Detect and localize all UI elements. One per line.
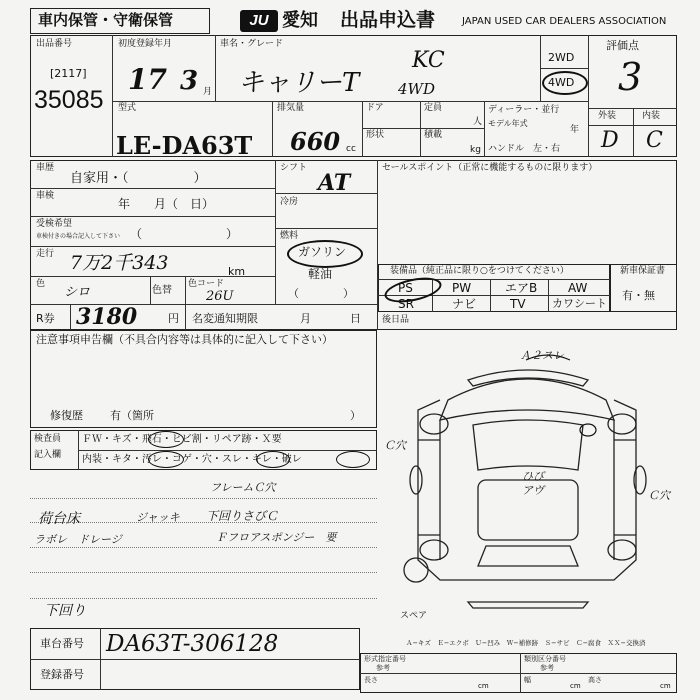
equip-ps: PS — [398, 281, 413, 295]
capacity-unit: 人 — [473, 117, 483, 127]
first-reg-label: 初度登録年月 — [118, 39, 173, 49]
width-unit: cm — [570, 682, 581, 690]
load-label: 積載 — [424, 130, 443, 140]
meigi-label: 名変通知期限 — [192, 312, 258, 325]
displacement-value: 660 — [290, 127, 341, 156]
repair-close: ） — [350, 409, 361, 422]
drive-note: 4WD — [398, 80, 435, 98]
equip-tv: TV — [510, 297, 526, 311]
equip-navi: ナビ — [452, 297, 477, 311]
mileage-unit: km — [228, 265, 246, 278]
year-unit: 年 — [570, 125, 580, 135]
equip-seat: カワシート — [552, 297, 607, 310]
note-frame: フレームＣ穴 — [210, 481, 276, 494]
equipment-label: 装備品（純正品に限り○をつけてください） — [390, 266, 569, 276]
repair-label: 修復歴 — [50, 409, 83, 422]
exterior-label: 外装 — [598, 111, 617, 121]
rating-label: 評価点 — [606, 39, 639, 52]
history-label: 車歴 — [36, 163, 55, 173]
juken-label: 受検希望 — [36, 219, 73, 229]
note-bed: 荷台床 — [38, 511, 80, 527]
mileage-value: 7万2千343 — [70, 252, 169, 274]
history-value: 自家用・（ ） — [70, 171, 207, 186]
model-label: 車名・グレード — [220, 39, 284, 49]
length-unit: cm — [478, 682, 489, 690]
height-label: 高さ — [588, 676, 602, 684]
form-title: 出品申込書 — [340, 9, 436, 31]
lot-number: 35085 — [34, 86, 104, 114]
equip-airbag: エアB — [505, 281, 538, 295]
damage-legend: Ａ−キズ Ｅ−エクボ Ｕ−凹み Ｗ−補修跡 Ｓ−サビ Ｃ−腐食 ＸＸ−交換済 — [406, 639, 646, 647]
logo-org: 愛知 — [282, 10, 318, 31]
yogore-circle — [148, 451, 184, 468]
rating-value: 3 — [618, 55, 643, 99]
shift-value: AT — [318, 170, 351, 196]
warranty-value: 有・無 — [622, 289, 655, 302]
entry-label: 記入欄 — [34, 450, 62, 460]
reg-no-label: 登録番号 — [40, 668, 84, 681]
r-unit: 円 — [168, 312, 179, 325]
displacement-label: 排気量 — [277, 103, 305, 113]
type-label: 型式 — [118, 103, 137, 113]
logo-mark: JU — [249, 12, 269, 29]
spare-label: スペア — [400, 611, 428, 621]
note-under: 下回り — [44, 603, 86, 619]
ref-label-2: 参考 — [540, 664, 554, 672]
length-label: 長さ — [364, 676, 378, 684]
note-jack: ジャッキ — [136, 511, 180, 524]
equip-aw: AW — [568, 281, 588, 295]
height-unit: cm — [660, 682, 671, 690]
width-label: 幅 — [524, 676, 531, 684]
colorno-label: 色替 — [152, 285, 172, 296]
juken-paren: （ ） — [130, 227, 239, 241]
lot-label: 出品番号 — [36, 39, 73, 49]
equip-sr: SR — [398, 297, 414, 311]
sales-point-label: セールスポイント（正常に機能するものに限ります） — [382, 163, 598, 173]
mileage-label: 走行 — [36, 249, 55, 259]
type-value: LE-DA63T — [116, 131, 253, 160]
exterior-grade: D — [601, 128, 619, 153]
equip-pw: PW — [452, 281, 472, 295]
dealer-label: ディーラー・並行 — [488, 105, 560, 115]
repair-value: 有（箇所 — [110, 409, 154, 422]
meigi-month: 月 — [300, 312, 311, 325]
diagram-right-note: Ｃ穴 — [648, 489, 670, 502]
fuel-paren: （ ） — [288, 287, 354, 300]
model-year-label: モデル年式 — [488, 119, 528, 128]
tobiishi-circle — [148, 431, 184, 448]
door-label: ドア — [366, 103, 384, 113]
note-mat: ラボレ ドレージ — [34, 533, 122, 546]
month-unit: 月 — [203, 87, 213, 97]
colorcode-value: 26U — [206, 289, 234, 304]
reg-month: 3 — [180, 66, 199, 96]
grade-value: KC — [412, 48, 445, 73]
mark-label: 後日品 — [382, 315, 410, 325]
chassis-label: 車台番号 — [40, 637, 84, 650]
drive-2wd: 2WD — [548, 51, 575, 64]
sure-circle — [256, 451, 290, 468]
displacement-unit: cc — [346, 144, 356, 154]
storage-category: 車内保管・守衛保管 — [38, 11, 174, 29]
ju-logo — [240, 10, 278, 32]
class-number-label: 類別区分番号 — [524, 655, 566, 663]
juken-sub: 車検付きの場合記入して下さい — [36, 233, 121, 240]
reg-year: 17 — [128, 63, 167, 96]
capacity-label: 定員 — [424, 103, 443, 113]
diagram-left-note: Ｃ穴 — [384, 439, 406, 452]
interior-line: 内装・キタ・汚レ・コゲ・穴・スレ・キレ・破レ — [82, 454, 302, 465]
shift-label: シフト — [280, 163, 308, 173]
form-number-label: 形式指定番号 — [364, 655, 406, 663]
fuel-diesel: 軽油 — [308, 267, 333, 281]
shaken-label: 車検 — [36, 191, 55, 201]
association-name: JAPAN USED CAR DEALERS ASSOCIATION — [462, 16, 667, 27]
interior-grade: C — [646, 128, 663, 153]
diagram-center-note: ひび アヴ — [522, 470, 544, 498]
drive-4wd: 4WD — [548, 76, 575, 89]
fw-line: ＦＷ・キズ・飛石・ヒビ割・リペア跡・Ｘ要 — [82, 434, 282, 445]
note-lower: 下回りさびＣ — [206, 509, 279, 523]
warranty-label: 新車保証書 — [620, 266, 666, 276]
fuel-label: 燃料 — [280, 231, 299, 241]
note-fender: Ｆフロアスポンジー 要 — [216, 531, 337, 544]
shape-label: 形状 — [366, 130, 385, 140]
aircon-label: 冷房 — [280, 197, 299, 207]
ref-label-1: 参考 — [376, 664, 390, 672]
colorcode-label: 色コード — [188, 279, 225, 289]
meigi-day: 日 — [350, 312, 361, 325]
yabure-circle — [336, 451, 370, 468]
shaken-value: 年 月（ 日） — [118, 197, 215, 211]
load-unit: kg — [470, 145, 481, 155]
color-value: シロ — [64, 285, 91, 300]
notes-label: 注意事項申告欄（不具合内容等は具体的に記入して下さい） — [36, 333, 333, 346]
r-value: 3180 — [76, 304, 138, 330]
diagram-top-note: Ａ２スレ — [520, 349, 564, 362]
fuel-gasoline: ガソリン — [298, 245, 347, 259]
handle-label: ハンドル 左・右 — [488, 144, 561, 154]
inspector-label: 検査員 — [34, 434, 62, 444]
lot-small: [2117] — [50, 67, 87, 80]
color-label: 色 — [36, 279, 46, 289]
interior-label: 内装 — [642, 111, 661, 121]
chassis-value: DA63T-306128 — [106, 631, 279, 657]
model-name: キャリーT — [238, 68, 360, 98]
r-label: R券 — [36, 312, 55, 325]
